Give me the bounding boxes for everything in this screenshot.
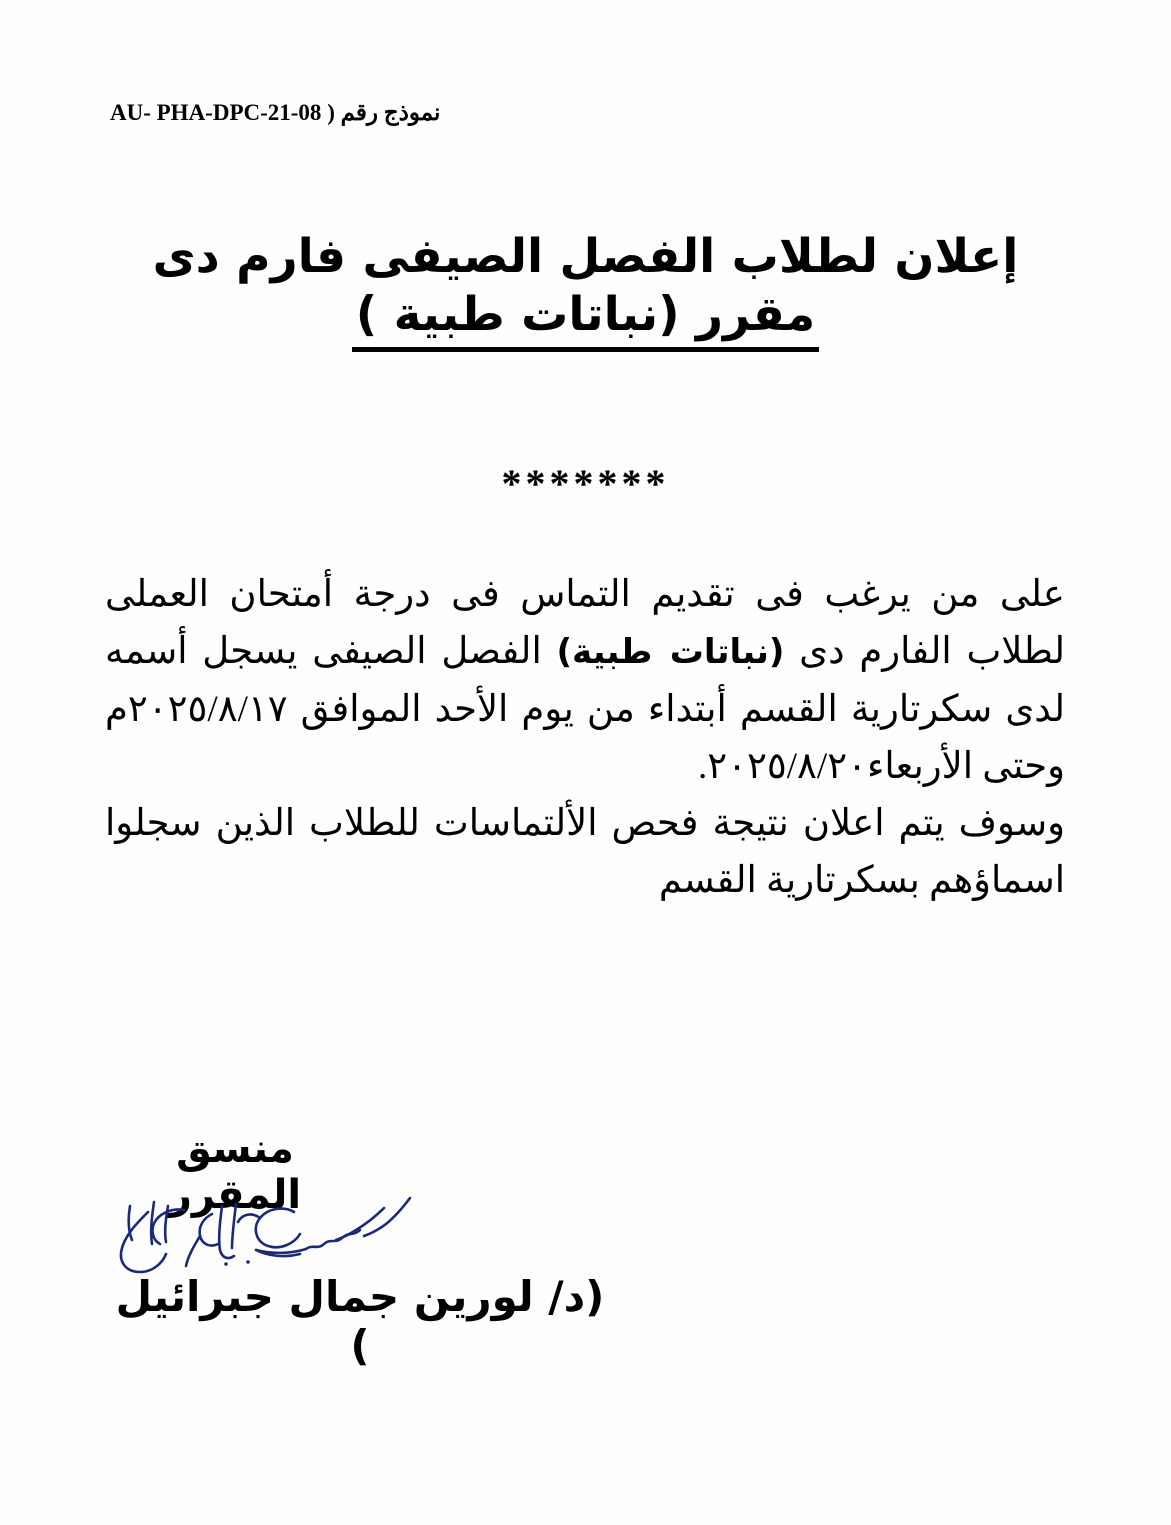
asterisk-separator: ******* xyxy=(501,461,670,506)
title-line-2: مقرر (نباتات طبية ) xyxy=(352,286,819,352)
date-to: ٢٠٢٥/٨/٢٠ xyxy=(707,746,867,787)
page-title xyxy=(0,228,1171,352)
signature-role-label: منسق المقرر xyxy=(168,1126,302,1218)
body-paragraph-1 xyxy=(105,566,1065,795)
title-line-1: إعلان لطلاب الفصل الصيفى فارم دى xyxy=(152,229,1019,284)
body-paragraph-2: وسوف يتم اعلان نتيجة فحص الألتماسات للطلاب الذين سجلوا اسماؤهم بسكرتارية القسم xyxy=(105,803,1065,901)
signer-name: (د/ لورين جمال جبرائيل ) xyxy=(115,1272,605,1370)
form-code-value: AU- PHA-DPC-21-08 xyxy=(110,100,322,125)
form-code-header xyxy=(110,100,730,126)
course-name-inline: (نباتات طبية) xyxy=(556,632,785,672)
body-p1-part3: م وحتى الأربعاء xyxy=(105,689,1065,787)
body-text xyxy=(105,566,1065,909)
body-p1-part2: الفصل الصيفى يسجل أسمه لدى سكرتارية القسم أبتداء من يوم الأحد الموافق xyxy=(105,631,1065,730)
title-line-2-wrapper xyxy=(0,286,1171,352)
body-p1-part1: على من يرغب فى تقديم التماس فى درجة أمتحان العملى لطلاب الفارم دى xyxy=(105,574,1065,672)
date-from: ٢٠٢٥/٨/١٧ xyxy=(127,689,288,730)
body-p1-part4: . xyxy=(698,746,708,787)
form-code-label: نموذج رقم ( xyxy=(321,100,441,125)
